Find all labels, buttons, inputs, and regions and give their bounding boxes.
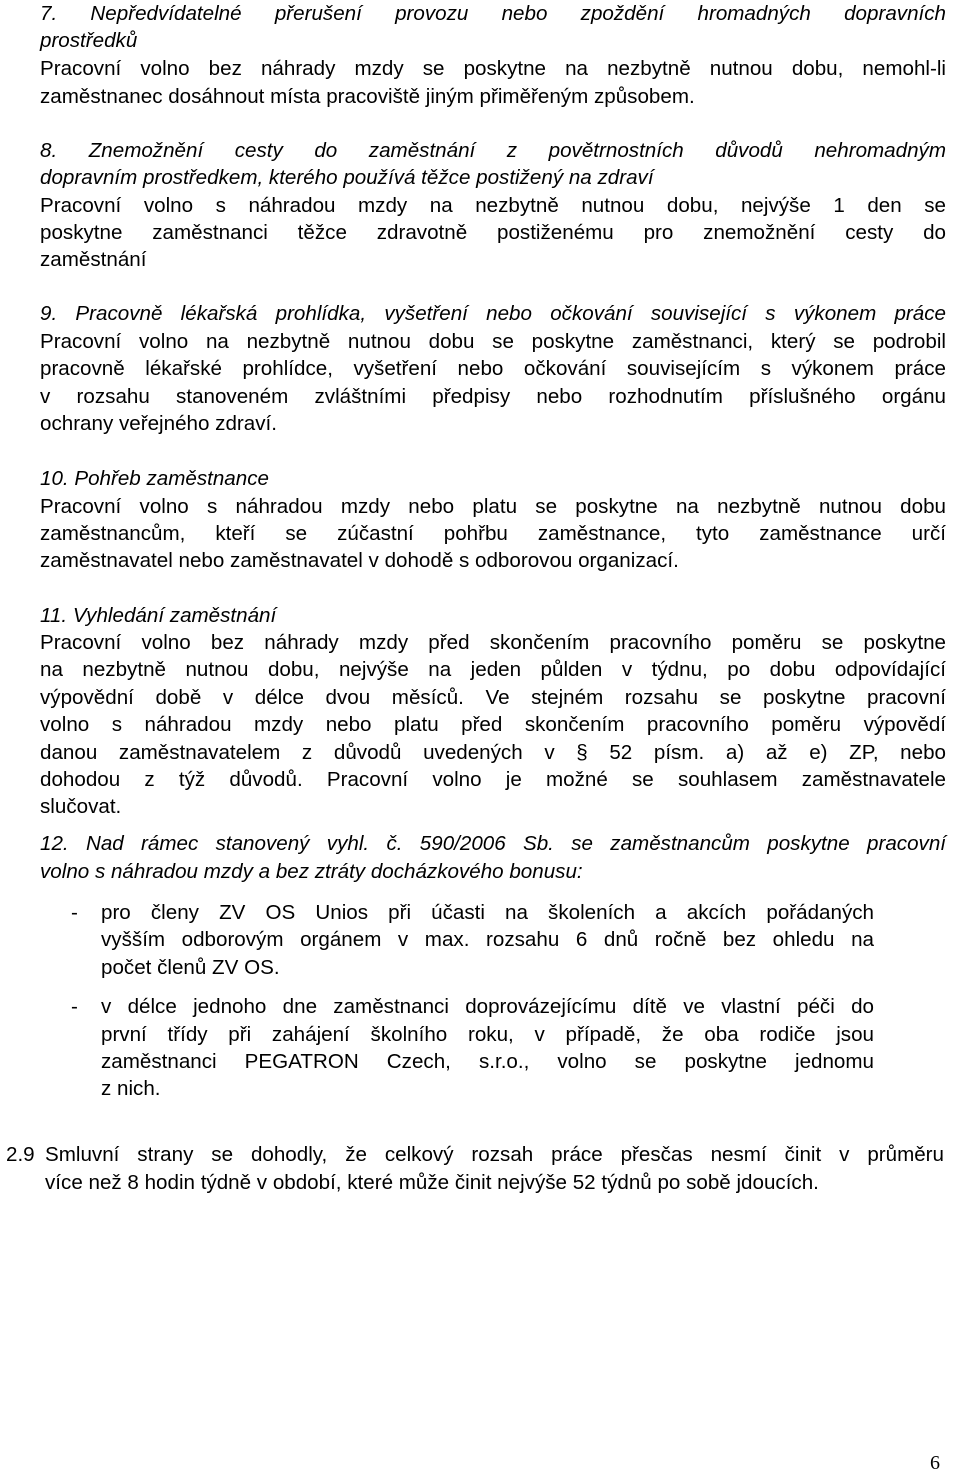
bullet-1-text-3: počet členů ZV OS. [101, 956, 280, 979]
bullet-1-text: pro členy ZV OS Unios při účasti na školeních a akcích pořádaných [101, 901, 874, 924]
section-9-heading: 9. Pracovně lékařská prohlídka, vyšetření nebo očkování související s výkonem práce [40, 302, 946, 325]
section-11-heading: 11. Vyhledání zaměstnání [40, 604, 277, 627]
section-11-text-2: na nezbytně nutnou dobu, nejvýše na jeden půlden v týdnu, po dobu odpovídající [40, 658, 946, 681]
section-8-heading-cont: dopravním prostředkem, kterého používá těžce postižený na zdraví [40, 166, 654, 189]
section-11-text: Pracovní volno bez náhrady mzdy před skončením pracovního poměru se poskytne [40, 631, 946, 654]
section-11-text-4: volno s náhradou mzdy nebo platu před skončením pracovního poměru výpovědí [40, 713, 946, 736]
bullet-1-text-2: vyšším odborovým orgánem v max. rozsahu 6 dnů ročně bez ohledu na [101, 928, 874, 951]
section-12-heading: 12. Nad rámec stanovený vyhl. č. 590/2006 Sb. se zaměstnancům poskytne pracovní [40, 832, 946, 855]
bullet-marker: - [71, 901, 78, 924]
bullet-marker: - [71, 995, 78, 1018]
section-2-9-text-2: více než 8 hodin týdně v období, které může činit nejvýše 52 týdnů po sobě jdoucích. [45, 1171, 819, 1194]
section-9-text-4: ochrany veřejného zdraví. [40, 412, 277, 435]
section-12-heading-cont: volno s náhradou mzdy a bez ztráty docházkového bonusu: [40, 860, 583, 883]
section-11-text-6: dohodou z týž důvodů. Pracovní volno je možné se souhlasem zaměstnavatele [40, 768, 946, 791]
section-2-9-text: Smluvní strany se dohodly, že celkový rozsah práce přesčas nesmí činit v průměru [45, 1143, 944, 1166]
section-7-heading-cont: prostředků [40, 29, 138, 52]
section-8-text: Pracovní volno s náhradou mzdy na nezbytně nutnou dobu, nejvýše 1 den se [40, 194, 946, 217]
section-2-9-number: 2.9 [6, 1143, 35, 1166]
section-7-heading: 7. Nepředvídatelné přerušení provozu nebo zpoždění hromadných dopravních [40, 2, 946, 25]
bullet-2-text-3: zaměstnanci PEGATRON Czech, s.r.o., volno se poskytne jednomu [101, 1050, 874, 1073]
section-11-text-7: slučovat. [40, 795, 122, 818]
section-9-text-2: pracovně lékařské prohlídce, vyšetření nebo očkování souvisejícím s výkonem práce [40, 357, 946, 380]
section-7-text-cont: zaměstnanec dosáhnout místa pracoviště jiným přiměřeným způsobem. [40, 85, 695, 108]
section-7-text: Pracovní volno bez náhrady mzdy se poskytne na nezbytně nutnou dobu, nemohl-li [40, 57, 946, 80]
section-9-text-3: v rozsahu stanoveném zvláštními předpisy nebo rozhodnutím příslušného orgánu [40, 385, 946, 408]
section-10-heading: 10. Pohřeb zaměstnance [40, 467, 269, 490]
section-11-text-3: výpovědní době v délce dvou měsíců. Ve stejném rozsahu se poskytne pracovní [40, 686, 946, 709]
section-8-text-end: zaměstnání [40, 248, 147, 271]
section-8-text-cont: poskytne zaměstnanci těžce zdravotně postiženému pro znemožnění cesty do [40, 221, 946, 244]
page-number: 6 [930, 1452, 940, 1474]
section-10-text-2: zaměstnancům, kteří se zúčastní pohřbu zaměstnance, tyto zaměstnance určí [40, 522, 946, 545]
bullet-2-text-4: z nich. [101, 1077, 161, 1100]
section-8-heading: 8. Znemožnění cesty do zaměstnání z povětrnostních důvodů nehromadným [40, 139, 946, 162]
section-9-text: Pracovní volno na nezbytně nutnou dobu se poskytne zaměstnanci, který se podrobil [40, 330, 946, 353]
section-10-text: Pracovní volno s náhradou mzdy nebo platu se poskytne na nezbytně nutnou dobu [40, 495, 946, 518]
section-10-text-3: zaměstnavatel nebo zaměstnavatel v dohodě s odborovou organizací. [40, 549, 679, 572]
bullet-2-text-2: první třídy při zahájení školního roku, v případě, že oba rodiče jsou [101, 1023, 874, 1046]
section-11-text-5: danou zaměstnavatelem z důvodů uvedených v § 52 písm. a) až e) ZP, nebo [40, 741, 946, 764]
bullet-2-text: v délce jednoho dne zaměstnanci doprovázejícímu dítě ve vlastní péči do [101, 995, 874, 1018]
